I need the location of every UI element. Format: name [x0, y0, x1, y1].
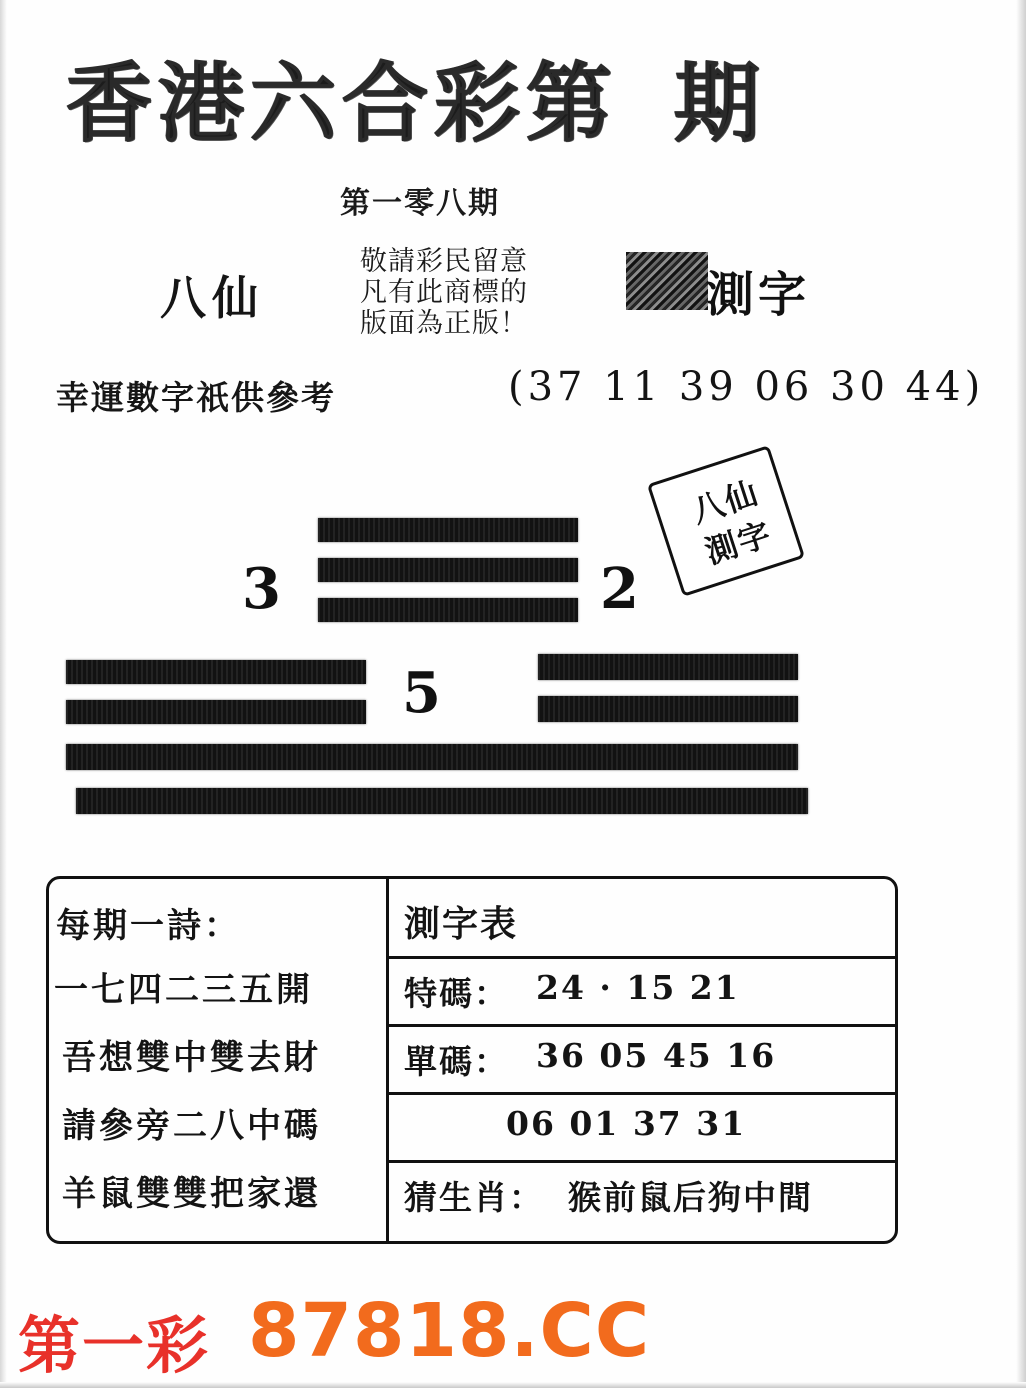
hexagram-bar-bottom-1: [66, 744, 798, 770]
ink-stamp-logo-icon: [626, 252, 708, 310]
notice-line-1: 敬請彩民留意: [360, 246, 528, 277]
hexagram-bar-top-1: [318, 518, 578, 542]
hexagram-bar-bottom-2: [76, 788, 808, 814]
lucky-numbers-label: 幸運數字祇供參考: [56, 378, 336, 417]
page-title-part1: 香港六合彩第: [66, 53, 618, 154]
poem-line-4: 羊鼠雙雙把家還: [62, 1174, 321, 1214]
row-values-zodiac: 猴前鼠后狗中間: [568, 1178, 813, 1217]
authenticity-notice: [360, 246, 528, 339]
seal-line-2: 測字: [700, 514, 778, 572]
table-divider-2: [386, 1024, 898, 1027]
poem-line-1: 一七四二三五開: [54, 970, 313, 1010]
row-values-special: 24 · 15 21: [536, 968, 740, 1007]
row-values-extra: 06 01 37 31: [506, 1104, 747, 1143]
row-label-special: 特碼：: [404, 974, 509, 1013]
hexagram-mark-left: 3: [242, 556, 281, 622]
table-vertical-divider: [386, 876, 389, 1244]
hexagram-mark-right: 2: [600, 556, 639, 622]
page-title-part2: 期: [674, 53, 766, 154]
lucky-numbers-value: (37 11 39 06 30 44): [508, 364, 985, 410]
hexagram-bar-mid-right-2: [538, 696, 798, 722]
page-title: [66, 34, 946, 158]
hexagram-bar-top-2: [318, 558, 578, 582]
row-label-zodiac: 猜生肖：: [404, 1178, 544, 1217]
hexagram-bar-mid-left-1: [66, 660, 366, 684]
scan-edge-right: [1016, 0, 1026, 1388]
hexagram-mark-center: 5: [402, 660, 441, 726]
poem-line-3: 請參旁二八中碼: [62, 1106, 321, 1146]
scan-edge-left: [0, 0, 7, 1388]
poem-line-2: 吾想雙中雙去財: [62, 1038, 321, 1078]
seal-line-1: 八仙: [687, 473, 764, 531]
notice-line-3: 版面為正版！: [360, 308, 528, 340]
table-divider-3: [386, 1092, 898, 1095]
table-right-title: 測字表: [404, 903, 519, 945]
footer-site[interactable]: 87818.CC: [248, 1288, 651, 1374]
brand-name: 八仙: [160, 271, 264, 325]
hexagram-bar-mid-right-1: [538, 654, 798, 680]
hexagram-bar-top-3: [318, 598, 578, 622]
hexagram-bar-mid-left-2: [66, 700, 366, 724]
table-divider-4: [386, 1160, 898, 1163]
poem-title: 每期一詩：: [56, 906, 241, 946]
stamp-word: 測字: [706, 267, 811, 323]
row-values-single: 36 05 45 16: [536, 1036, 777, 1075]
issue-number: 第一零八期: [340, 186, 500, 221]
footer-brand: 第一彩: [18, 1309, 211, 1382]
row-label-single: 單碼：: [404, 1042, 509, 1081]
table-divider-1: [386, 956, 898, 959]
notice-line-2: 凡有此商標的: [360, 277, 528, 309]
